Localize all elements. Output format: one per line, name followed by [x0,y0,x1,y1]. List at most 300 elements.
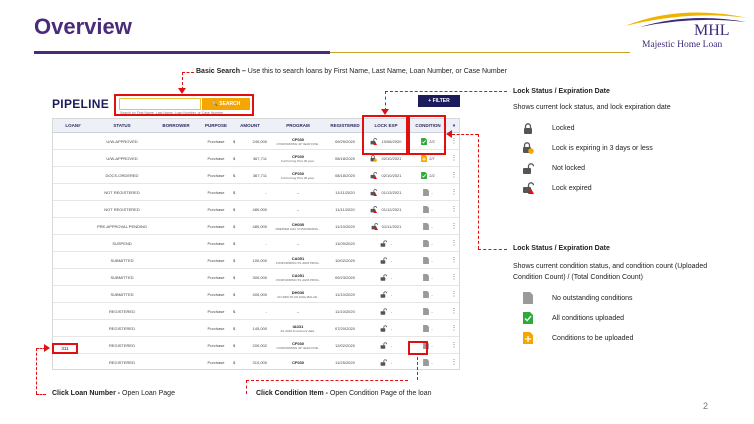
program-cell [269,133,327,150]
program-code: CF030 [291,153,304,159]
program-cell [269,252,327,269]
amount-cell [231,320,269,337]
registered-cell: 11/25/2020 [335,360,355,365]
legend-label: Conditions to be uploaded [552,334,634,342]
condition-cell[interactable] [409,235,447,252]
currency-symbol: $ [233,258,236,263]
amount-value: 145,000 [252,326,267,331]
company-logo [600,8,750,58]
condition-legend-desc: Shows current condition status, and condition count (Uploaded Condition Count) / (Total Condition Count) [513,263,708,281]
document-gray-icon [423,325,431,333]
lock-exp-date: 10/08/2020 [381,139,402,144]
amount-value: 310,000 [252,360,267,365]
lock-open-icon [380,308,387,316]
condition-count: - [431,224,433,229]
document-gray-icon [423,206,431,214]
currency-symbol: $ [233,326,236,331]
condition-count: - [431,241,433,246]
condition-count: 2/2 [429,173,435,178]
currency-symbol: $ [233,360,236,365]
logo-mark: MHL [694,22,730,39]
document-gray-icon [423,240,431,248]
row-menu-icon[interactable]: ⋮ [450,359,458,366]
purpose-cell: Purchase [207,241,225,246]
column-header[interactable]: STATUS [113,123,131,128]
borrower-cell [151,354,201,370]
connector-line [478,249,507,250]
document-check-icon [421,172,429,180]
status-cell: REGISTERED [108,360,135,365]
loan-number-cell[interactable] [53,201,93,218]
legend-label: Locked [552,124,575,132]
amount-cell [231,235,269,252]
status-cell: SUBMITTED [110,258,134,263]
program-desc: Conforming Plus 30 year.. [280,175,316,180]
table-row[interactable] [53,218,460,235]
amount-cell [231,354,269,370]
condition-legend-title: Lock Status / Expiration Date [513,245,610,252]
amount-cell [231,133,269,150]
lock-open-icon [380,325,387,333]
program-desc: 3/1 ARM Investment data.. [280,328,316,333]
lock-exp-cell [363,286,409,303]
amount-cell [231,337,269,354]
program-desc: CONFORMING 30 YEAR FIXE.. [276,345,320,350]
column-header[interactable]: LOCK EXP [374,123,398,128]
status-cell: REGISTERED [108,343,135,348]
condition-count: - [431,275,433,280]
amount-value: 400,000 [252,292,267,297]
registered-cell: 08/18/2020 [334,173,356,178]
column-header[interactable]: PROGRAM [286,123,310,128]
purpose-cell: Purchase [207,173,225,178]
registered-cell: 11/09/2020 [335,241,355,246]
currency-symbol: $ [233,241,236,246]
borrower-cell [151,218,201,235]
lock-exp-cell [363,184,409,201]
row-menu-icon[interactable]: ⋮ [450,274,458,281]
lock-open-icon [380,291,387,299]
borrower-cell [151,286,201,303]
column-header[interactable]: LOAN# [65,123,81,128]
lock-expired-icon [370,189,377,197]
program-cell [269,354,327,370]
registered-cell: 08/18/2020 [334,156,356,161]
borrower-cell [151,184,201,201]
lock-expired-icon [371,223,378,231]
lock-exp-date: 01/13/2021 [381,190,402,195]
lock-exp-date: - [390,258,393,263]
connector-line [36,394,46,395]
program-cell [269,269,327,286]
condition-cell[interactable] [409,201,447,218]
loan-number-cell[interactable] [53,235,93,252]
condition-cell[interactable] [409,286,447,303]
program-cell [269,286,327,303]
amount-cell [231,184,269,201]
amount-value: 200,002 [252,343,267,348]
title-divider [330,52,630,53]
condition-count: - [431,360,433,365]
program-cell [269,320,327,337]
lock-closed-icon [522,122,534,134]
table-row[interactable] [53,184,460,201]
lock-exp-cell [363,235,409,252]
search-button-label: SEARCH [219,101,241,107]
program-code: CF030 [291,340,304,346]
click-loan-title: Click Loan Number - [52,390,121,397]
lock-legend-item [522,161,585,175]
table-row[interactable] [53,337,460,354]
borrower-cell [151,269,201,286]
lock-exp-date: - [390,241,393,246]
table-row[interactable] [53,269,460,286]
search-input[interactable] [119,98,201,110]
basic-search-note [196,67,516,77]
swoosh-icon [620,8,750,28]
loan-number-link[interactable]: 311 [52,343,78,354]
lock-exp-date: - [390,275,393,280]
document-gray-icon [423,274,431,282]
program-cell [269,218,327,235]
status-cell: SUBMITTED [110,292,134,297]
registered-cell: 09/29/2020 [334,139,356,144]
connector-line [246,380,247,394]
amount-value: - [265,309,267,314]
document-gray-icon [423,189,431,197]
column-header[interactable]: REGISTERED [330,123,360,128]
condition-count: - [431,190,433,195]
row-menu-icon[interactable]: ⋮ [450,240,458,247]
program-code: CH030 [291,221,305,227]
slide-title: Overview [34,14,132,39]
program-desc: CONFORMING 5/1 ARM PROG.. [275,277,321,282]
program-cell [269,337,327,354]
status-cell: NOT REGISTERED [104,207,140,212]
lock-exp-cell [363,252,409,269]
currency-symbol: $ [233,309,236,314]
program-cell [269,150,327,167]
registered-cell: 11/10/2020 [335,224,355,229]
lock-exp-cell [363,337,409,354]
search-icon: 🔍 [211,101,218,107]
lock-exp-cell [363,320,409,337]
table-row[interactable] [53,201,460,218]
amount-cell [231,252,269,269]
column-header[interactable]: CONDITION [415,123,441,128]
filter-button[interactable]: + FILTER [418,95,460,107]
status-cell: U/W-APPROVED [106,139,138,144]
lock-exp-date: 01/11/2021 [381,224,402,229]
row-menu-icon[interactable]: ⋮ [450,308,458,315]
purpose-cell: Purchase [207,326,225,331]
condition-cell[interactable] [409,252,447,269]
lock-exp-cell [363,303,409,320]
amount-value: - [265,241,267,246]
registered-cell: 11/11/2020 [335,207,355,212]
connector-line [182,72,194,73]
loan-number-cell[interactable] [53,303,93,320]
logo-name: Majestic Home Loan [642,40,723,50]
table-row[interactable] [53,235,460,252]
purpose-cell: Purchase [207,275,225,280]
amount-value: 480,000 [252,224,267,229]
document-gray-icon [423,291,431,299]
purpose-cell: Purchase [207,292,225,297]
purpose-cell: Purchase [207,343,225,348]
amount-cell [231,167,269,184]
condition-cell[interactable] [409,320,447,337]
lock-open-icon [380,257,387,265]
condition-legend-item [522,311,624,325]
lock-expiring-icon [370,155,377,163]
loan-number-cell[interactable] [53,150,93,167]
condition-legend-item [522,291,633,305]
program-cell [269,201,327,218]
currency-symbol: $ [233,224,236,229]
condition-cell[interactable] [409,184,447,201]
pipeline-title: PIPELINE [52,97,110,111]
connector-line [385,91,386,111]
condition-count: - [431,292,433,297]
row-menu-icon[interactable]: ⋮ [450,223,458,230]
amount-value: 100,000 [252,258,267,263]
lock-open-icon [522,162,534,174]
registered-cell: 07/20/2020 [334,326,356,331]
pipeline-grid [52,118,460,370]
document-gray-icon [423,308,431,316]
lock-exp-date: - [390,292,393,297]
lock-exp-date: - [390,343,393,348]
registered-cell: 11/11/2020 [335,190,355,195]
status-cell: U/W-APPROVED [106,156,138,161]
lock-open-icon [380,240,387,248]
lock-expired-icon [370,206,377,214]
amount-cell [231,150,269,167]
amount-cell [231,303,269,320]
lock-expired-icon [370,172,377,180]
lock-exp-date: - [390,360,393,365]
loan-number-cell[interactable] [53,184,93,201]
purpose-cell: Purchase [207,309,225,314]
page-number: 2 [703,401,709,411]
column-header[interactable]: PURPOSE [204,123,227,128]
program-code: CF030 [291,360,304,365]
program-desc: Conforming Plus 30 year.. [280,158,316,163]
borrower-cell [151,320,201,337]
lock-expired-icon [522,182,534,194]
lock-legend-item [522,141,653,155]
status-cell: SUBMITTED [110,275,134,280]
connector-line [385,91,507,92]
legend-label: Lock is expiring in 3 days or less [552,144,653,152]
currency-symbol: $ [233,292,236,297]
arrow-down-icon [381,109,389,115]
table-row[interactable] [53,354,460,370]
registered-cell: 12/02/2020 [334,343,356,348]
purpose-cell: Purchase [207,156,225,161]
borrower-cell [151,133,201,150]
program-desc: DU REFI PLUS HIGH BALAN.. [277,294,319,299]
amount-cell [231,269,269,286]
amount-value: 240,000 [252,139,267,144]
document-plus-icon [522,332,534,344]
borrower-cell [151,252,201,269]
loan-number-cell[interactable] [53,133,93,150]
row-menu-icon[interactable]: ⋮ [450,189,458,196]
lock-exp-cell [363,201,409,218]
click-condition-text: Open Condition Page of the loan [329,390,432,397]
connector-line [36,348,37,394]
lock-open-icon [380,274,387,282]
lock-open-icon [380,359,387,367]
status-cell: REGISTERED [108,309,135,314]
connector-line [452,134,478,135]
amount-value: 367,711 [252,156,267,161]
currency-symbol: $ [233,156,236,161]
loan-number-cell[interactable] [53,320,93,337]
purpose-cell: Purchase [207,224,225,229]
amount-value: 300,000 [252,275,267,280]
status-cell: DOCS-ORDERED [105,173,139,178]
borrower-cell [151,303,201,320]
program-desc: CONFORMING 30 YEAR FIXE.. [276,141,320,146]
program-code: CF030 [291,170,304,176]
purpose-cell: Purchase [207,360,225,365]
row-menu-icon[interactable]: ⋮ [450,291,458,298]
row-menu-icon[interactable]: ⋮ [450,342,458,349]
column-header[interactable]: BORROWER [162,123,190,128]
program-code: - [297,207,299,212]
lock-exp-highlight [362,115,408,155]
row-menu-icon[interactable]: ⋮ [450,257,458,264]
registered-cell: 11/10/2020 [335,292,355,297]
program-code: - [297,190,299,195]
program-code: CF030 [291,136,304,142]
lock-open-icon [380,342,387,350]
currency-symbol: $ [233,190,236,195]
condition-cell[interactable] [409,167,447,184]
program-code: - [297,309,299,314]
program-cell [269,167,327,184]
column-menu-icon[interactable]: ▾ [452,123,456,128]
condition-count: - [431,309,433,314]
condition-item-highlight [408,341,428,355]
condition-count: - [431,207,433,212]
document-plus-icon [421,155,429,163]
currency-symbol: $ [233,173,236,178]
registered-cell: 10/02/2020 [334,258,356,263]
row-menu-icon[interactable]: ⋮ [450,155,458,162]
lock-expiring-icon [522,142,534,154]
lock-exp-date: 02/10/2021 [381,173,402,178]
arrow-left-icon [446,130,452,138]
purpose-cell: Purchase [207,207,225,212]
table-row[interactable] [53,286,460,303]
condition-cell[interactable] [409,218,447,235]
lock-legend-item [522,121,575,135]
program-code: CA051 [291,272,305,278]
program-cell [269,184,327,201]
amount-cell [231,201,269,218]
basic-search-text: Use this to search loans by First Name, Last Name, Loan Number, or Case Number [247,68,507,75]
program-cell [269,303,327,320]
condition-cell[interactable] [409,303,447,320]
borrower-cell [151,235,201,252]
condition-cell[interactable] [409,354,447,370]
borrower-cell [151,337,201,354]
table-row[interactable] [53,167,460,184]
loan-number-cell[interactable] [53,269,93,286]
document-gray-icon [423,257,431,265]
table-row[interactable] [53,320,460,337]
currency-symbol: $ [233,139,236,144]
loan-number-cell[interactable] [53,167,93,184]
row-menu-icon[interactable]: ⋮ [450,172,458,179]
loan-number-cell[interactable] [53,354,93,370]
title-underline [34,51,330,54]
legend-label: All conditions uploaded [552,314,624,322]
lock-exp-date: - [390,326,393,331]
program-desc: CONFORMING 5/1 ARM PROG.. [275,260,321,265]
row-menu-icon[interactable]: ⋮ [450,325,458,332]
document-gray-icon [522,292,534,304]
amount-value: - [265,190,267,195]
condition-count: - [431,258,433,263]
lock-exp-cell [363,167,409,184]
basic-search-highlight [114,94,254,116]
program-code: DH030 [291,289,305,295]
amount-cell [231,286,269,303]
click-condition-note [256,390,431,397]
lock-exp-date: - [390,309,393,314]
loan-number-cell[interactable] [53,286,93,303]
borrower-cell [151,150,201,167]
condition-count: - [431,326,433,331]
row-menu-icon[interactable]: ⋮ [450,138,458,145]
condition-count: - [431,343,433,348]
borrower-cell [151,167,201,184]
condition-count: 2/7 [429,156,435,161]
condition-highlight [408,115,446,155]
status-cell: PRE-APPROVAL PENDING [96,224,147,229]
loan-number-cell[interactable] [53,252,93,269]
purpose-cell: Purchase [207,258,225,263]
search-button[interactable] [202,98,250,110]
program-cell [269,235,327,252]
condition-cell[interactable] [409,269,447,286]
currency-symbol: $ [233,207,236,212]
registered-cell: 09/23/2020 [334,275,356,280]
lock-exp-cell [363,269,409,286]
status-cell: REGISTERED [108,326,135,331]
lock-exp-cell [363,218,409,235]
column-header[interactable]: AMOUNT [240,123,260,128]
purpose-cell: Purchase [207,190,225,195]
registered-cell: 11/10/2020 [335,309,355,314]
loan-number-cell[interactable] [53,218,93,235]
table-row[interactable] [53,252,460,269]
status-cell: SUSPEND [112,241,132,246]
table-row[interactable] [53,303,460,320]
row-menu-icon[interactable]: ⋮ [450,206,458,213]
lock-legend-desc: Shows current lock status, and lock expiration date [513,104,671,111]
arrow-right-icon [44,344,50,352]
program-code: CA051 [291,255,305,261]
search-hint: Search by First Name, Last Name, Loan Number, or Case Number [120,111,224,115]
click-condition-title: Click Condition Item - [256,390,328,397]
amount-value: 367,711 [252,173,267,178]
